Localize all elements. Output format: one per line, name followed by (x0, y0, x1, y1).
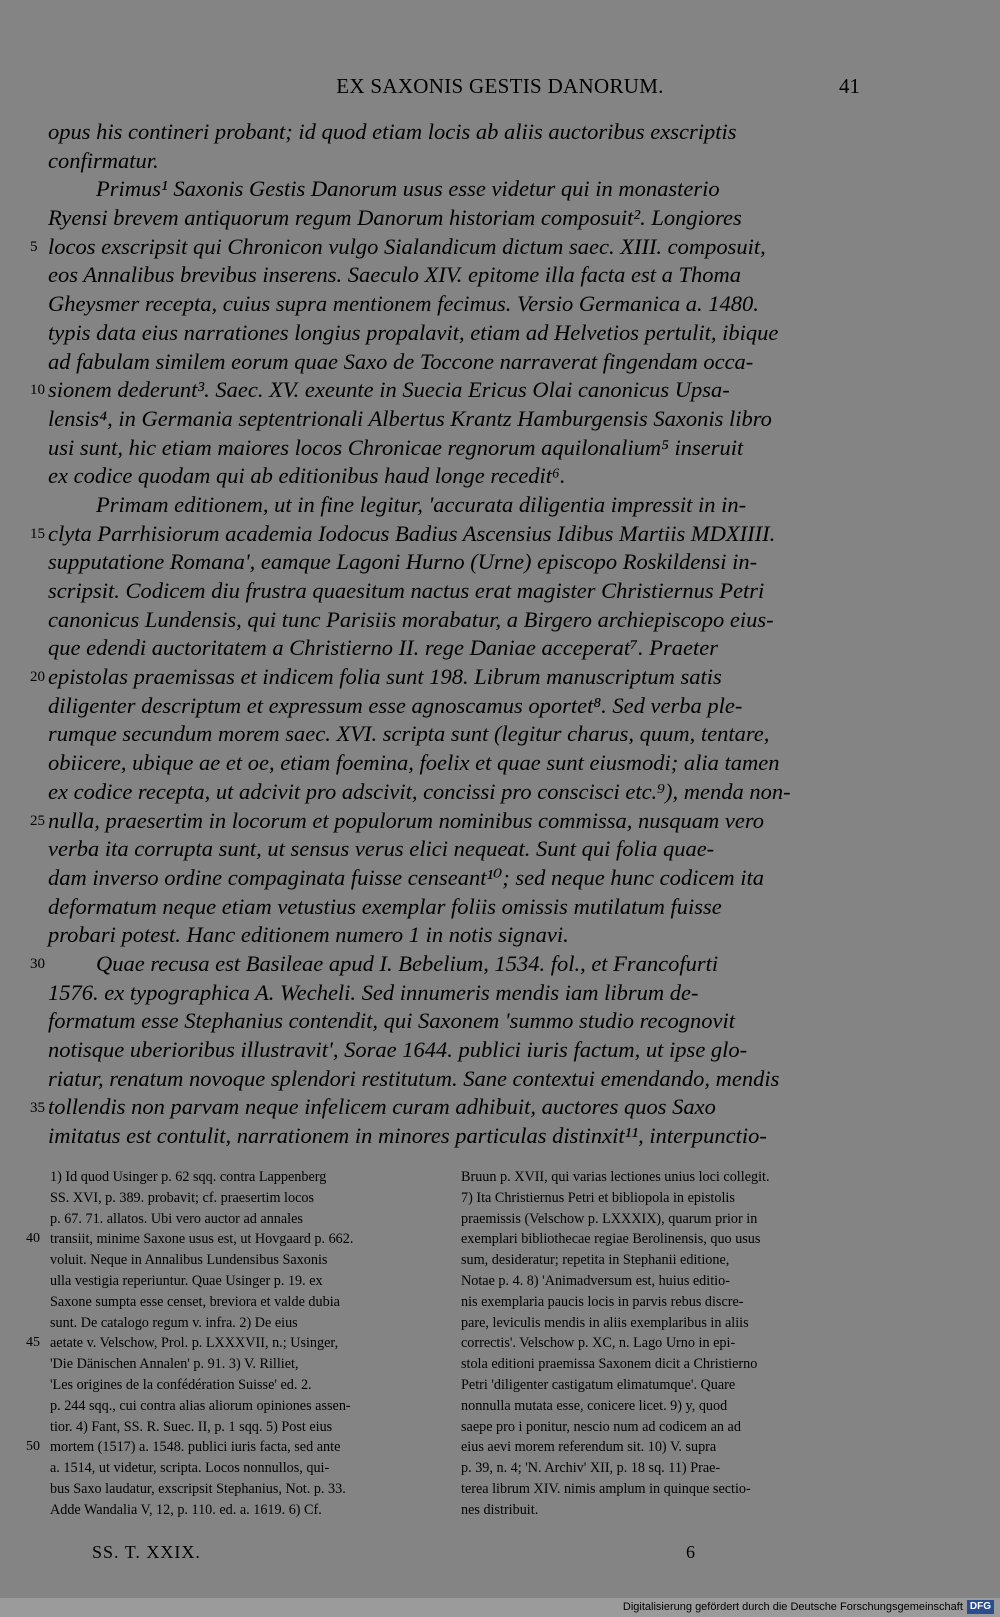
footnote-line: transiit, minime Saxone usus est, ut Hovgaard p. 662. (50, 1231, 354, 1248)
text-line: que edendi auctoritatem a Christierno II. rege Daniae acceperat⁷. Praeter (48, 635, 718, 661)
footnote-line: sum, desideratur; repetita in Stephanii editione, (461, 1252, 730, 1269)
text-line: notisque uberioribus illustravit', Sorae 1644. publici iuris factum, ut ipse glo- (48, 1037, 748, 1062)
text-line: Primus¹ Saxonis Gestis Danorum usus esse videtur qui in monasterio (96, 176, 720, 202)
footnote-line: bus Saxo laudatur, exscripsit Stephanius, Not. p. 33. (50, 1480, 346, 1497)
text-line: supputatione Romana', eamque Lagoni Hurno (Urne) episcopo Roskildensi in- (48, 549, 758, 575)
text-line: scripsit. Codicem diu frustra quaesitum nactus erat magister Christiernus Petri (48, 578, 765, 603)
text-line: riatur, renatum novoque splendori restitutum. Sane contextui emendando, mendis (48, 1065, 780, 1091)
signature-mark: SS. T. XXIX. (92, 1542, 201, 1562)
footnote-line: mortem (1517) a. 1548. publici iuris facta, sed ante (50, 1439, 341, 1456)
text-line: eos Annalibus brevibus inserens. Saeculo XIV. epitome illa facta est a Thoma (48, 262, 742, 288)
footnote-line: p. 244 sqq., cui contra alias aliorum opiniones assen- (50, 1397, 351, 1414)
line-number: 30 (30, 956, 45, 973)
footnote-line: Bruun p. XVII, qui varias lectiones unius loci collegit. (461, 1169, 770, 1185)
footnote-line: pare, leviculis mendis in aliis exemplaribus in aliis (461, 1314, 749, 1331)
footnote-line: Notae p. 4. 8) 'Animadversum est, huius editio- (461, 1272, 730, 1289)
footnote-line: saepe pro i ponitur, nescio num ad codicem an ad (461, 1418, 741, 1435)
footnote-line: a. 1514, ut videtur, scripta. Locos nonnullos, qui- (50, 1460, 330, 1477)
text-line: ex codice quodam qui ab editionibus haud longe recedit⁶. (48, 463, 566, 489)
footnotes-right-column (461, 1167, 863, 1521)
text-line: confirmatur. (48, 147, 159, 173)
running-title: EX SAXONIS GESTIS DANORUM. (336, 74, 664, 98)
text-line: obiicere, ubique ae et oe, etiam foemina, foelix et quae sunt eiusmodi; alia tamen (48, 750, 780, 776)
footnote-line: praemissis (Velschow p. LXXXIX), quarum prior in (461, 1210, 758, 1227)
footnote-line-number: 40 (26, 1231, 40, 1247)
text-line: Quae recusa est Basileae apud I. Bebelium, 1534. fol., et Francofurti (96, 950, 719, 976)
text-line: epistolas praemissas et indicem folia sunt 198. Librum manuscriptum satis (48, 664, 722, 690)
dfg-logo: DFG (967, 1600, 994, 1614)
footnote-line: Adde Wandalia V, 12, p. 110. ed. a. 1619. 6) Cf. (50, 1501, 322, 1518)
digitization-credit (0, 1598, 1000, 1617)
line-number: 25 (30, 812, 45, 829)
text-line: verba ita corrupta sunt, ut sensus verus elici nequeat. Sunt qui folia quae- (48, 836, 715, 862)
footnote-line: nis exemplaria paucis locis in parvis rebus discre- (461, 1293, 744, 1310)
sheet-number: 6 (686, 1542, 695, 1562)
footnote-line: p. 39, n. 4; 'N. Archiv' XII, p. 18 sq. 11) Prae- (461, 1460, 721, 1477)
footnote-line: stola editioni praemissa Saxonem dicit a Christierno (461, 1356, 758, 1373)
text-line: locos exscripsit qui Chronicon vulgo Sialandicum dictum saec. XIII. composuit, (48, 233, 766, 259)
text-line: typis data eius narrationes longius propalavit, etiam ad Helvetios pertulit, ibique (48, 319, 779, 345)
text-line: diligenter descriptum et expressum esse agnoscamus oportet⁸. Sed verba ple- (48, 692, 743, 718)
text-line: sionem dederunt³. Saec. XV. exeunte in Suecia Ericus Olai canonicus Upsa- (48, 377, 730, 403)
line-number: 10 (30, 382, 45, 399)
credit-text: Digitalisierung gefördert durch die Deutsche Forschungsgemeinschaft (622, 1601, 963, 1613)
running-header (0, 70, 1000, 104)
footnote-line: ulla vestigia reperiuntur. Quae Usinger p. 19. ex (50, 1272, 323, 1289)
text-line: Primam editionem, ut in fine legitur, 'accurata diligentia impressit in in- (96, 491, 747, 517)
text-line: rumque secundum morem saec. XVI. scripta sunt (legitur charus, quum, tentare, (48, 721, 770, 747)
text-line: ad fabulam similem eorum quae Saxo de Toccone narraverat fingendam occa- (48, 348, 754, 374)
footnote-line: 'Die Dänischen Annalen' p. 91. 3) V. Rilliet, (50, 1356, 299, 1373)
text-line: nulla, praesertim in locorum et populorum nominibus commissa, nusquam vero (48, 807, 765, 833)
line-number: 15 (30, 525, 45, 542)
line-number: 35 (30, 1099, 45, 1116)
footnote-line: SS. XVI, p. 389. probavit; cf. praesertim locos (50, 1189, 314, 1206)
text-line: formatum esse Stephanius contendit, qui Saxonem 'summo studio recognovit (48, 1008, 736, 1034)
line-number: 20 (30, 669, 45, 686)
footnote-line: 1) Id quod Usinger p. 62 sqq. contra Lappenberg (50, 1169, 327, 1185)
text-line: opus his contineri probant; id quod etiam locis ab aliis auctoribus exscriptis (48, 119, 737, 144)
footnote-line: 'Les origines de la confédération Suisse' ed. 2. (50, 1376, 312, 1393)
footnote-line: exemplari bibliothecae regiae Berolinensis, quo usus (461, 1231, 761, 1248)
text-line: clyta Parrhisiorum academia Iodocus Badius Ascensius Idibus Martiis MDXIIII. (48, 520, 776, 546)
footnote-line: correctis'. Velschow p. XC, n. Lago Urno in epi- (461, 1335, 736, 1352)
text-line: lensis⁴, in Germania septentrionali Albertus Krantz Hamburgensis Saxonis libro (48, 405, 772, 431)
footnote-line: p. 67. 71. allatos. Ubi vero auctor ad annales (50, 1210, 303, 1227)
footnote-line: Saxone sumpta esse censet, breviora et valde dubia (50, 1293, 340, 1310)
footnotes-left-column (50, 1167, 445, 1521)
text-line: canonicus Lundensis, qui tunc Parisiis morabatur, a Birgero archiepiscopo eius- (48, 606, 774, 632)
text-line: tollendis non parvam neque infelicem curam adhibuit, auctores quos Saxo (48, 1094, 716, 1120)
text-line: usi sunt, hic etiam maiores locos Chronicae regnorum aquilonalium⁵ inseruit (48, 434, 744, 460)
text-line: Gheysmer recepta, cuius supra mentionem fecimus. Versio Germanica a. 1480. (48, 291, 759, 317)
footnote-line: tior. 4) Fant, SS. R. Suec. II, p. 1 sqq. 5) Post eius (50, 1418, 333, 1435)
footnote-line-number: 50 (26, 1439, 40, 1455)
text-line: Ryensi brevem antiquorum regum Danorum historiam composuit². Longiores (48, 205, 742, 231)
text-line: imitatus est contulit, narrationem in minores particulas distinxit¹¹, interpunctio- (48, 1123, 767, 1149)
footnote-line: aetate v. Velschow, Prol. p. LXXXVII, n.; Usinger, (50, 1335, 339, 1352)
footnote-line: nonnulla mutata esse, conicere licet. 9) y, quod (461, 1397, 728, 1414)
footnote-line: terea librum XIV. nimis amplum in quinque sectio- (461, 1480, 751, 1497)
footnote-line: voluit. Neque in Annalibus Lundensibus Saxonis (50, 1252, 328, 1269)
page-number: 41 (839, 74, 860, 98)
line-number: 5 (30, 238, 38, 255)
text-line: ex codice recepta, ut adcivit pro adscivit, concissi pro conscisci etc.⁹), menda non- (48, 778, 791, 804)
text-line: dam inverso ordine compaginata fuisse censeant¹⁰; sed neque hunc codicem ita (48, 864, 765, 890)
main-text (48, 118, 860, 1151)
footnote-line: sunt. De catalogo regum v. infra. 2) De eius (50, 1314, 298, 1331)
text-line: deformatum neque etiam vetustius exemplar foliis omissis mutilatum fuisse (48, 893, 722, 919)
text-line: probari potest. Hanc editionem numero 1 in notis signavi. (48, 922, 569, 948)
footnote-line: 7) Ita Christiernus Petri et bibliopola in epistolis (461, 1189, 735, 1206)
footnote-line: eius aevi morem referendum sit. 10) V. supra (461, 1439, 717, 1456)
footnote-line: nes distribuit. (461, 1501, 539, 1518)
text-line: 1576. ex typographica A. Wecheli. Sed innumeris mendis iam librum de- (48, 979, 699, 1005)
footnote-line-number: 45 (26, 1335, 40, 1351)
footnote-line: Petri 'diligenter castigatum elimatumque'. Quare (461, 1376, 736, 1393)
